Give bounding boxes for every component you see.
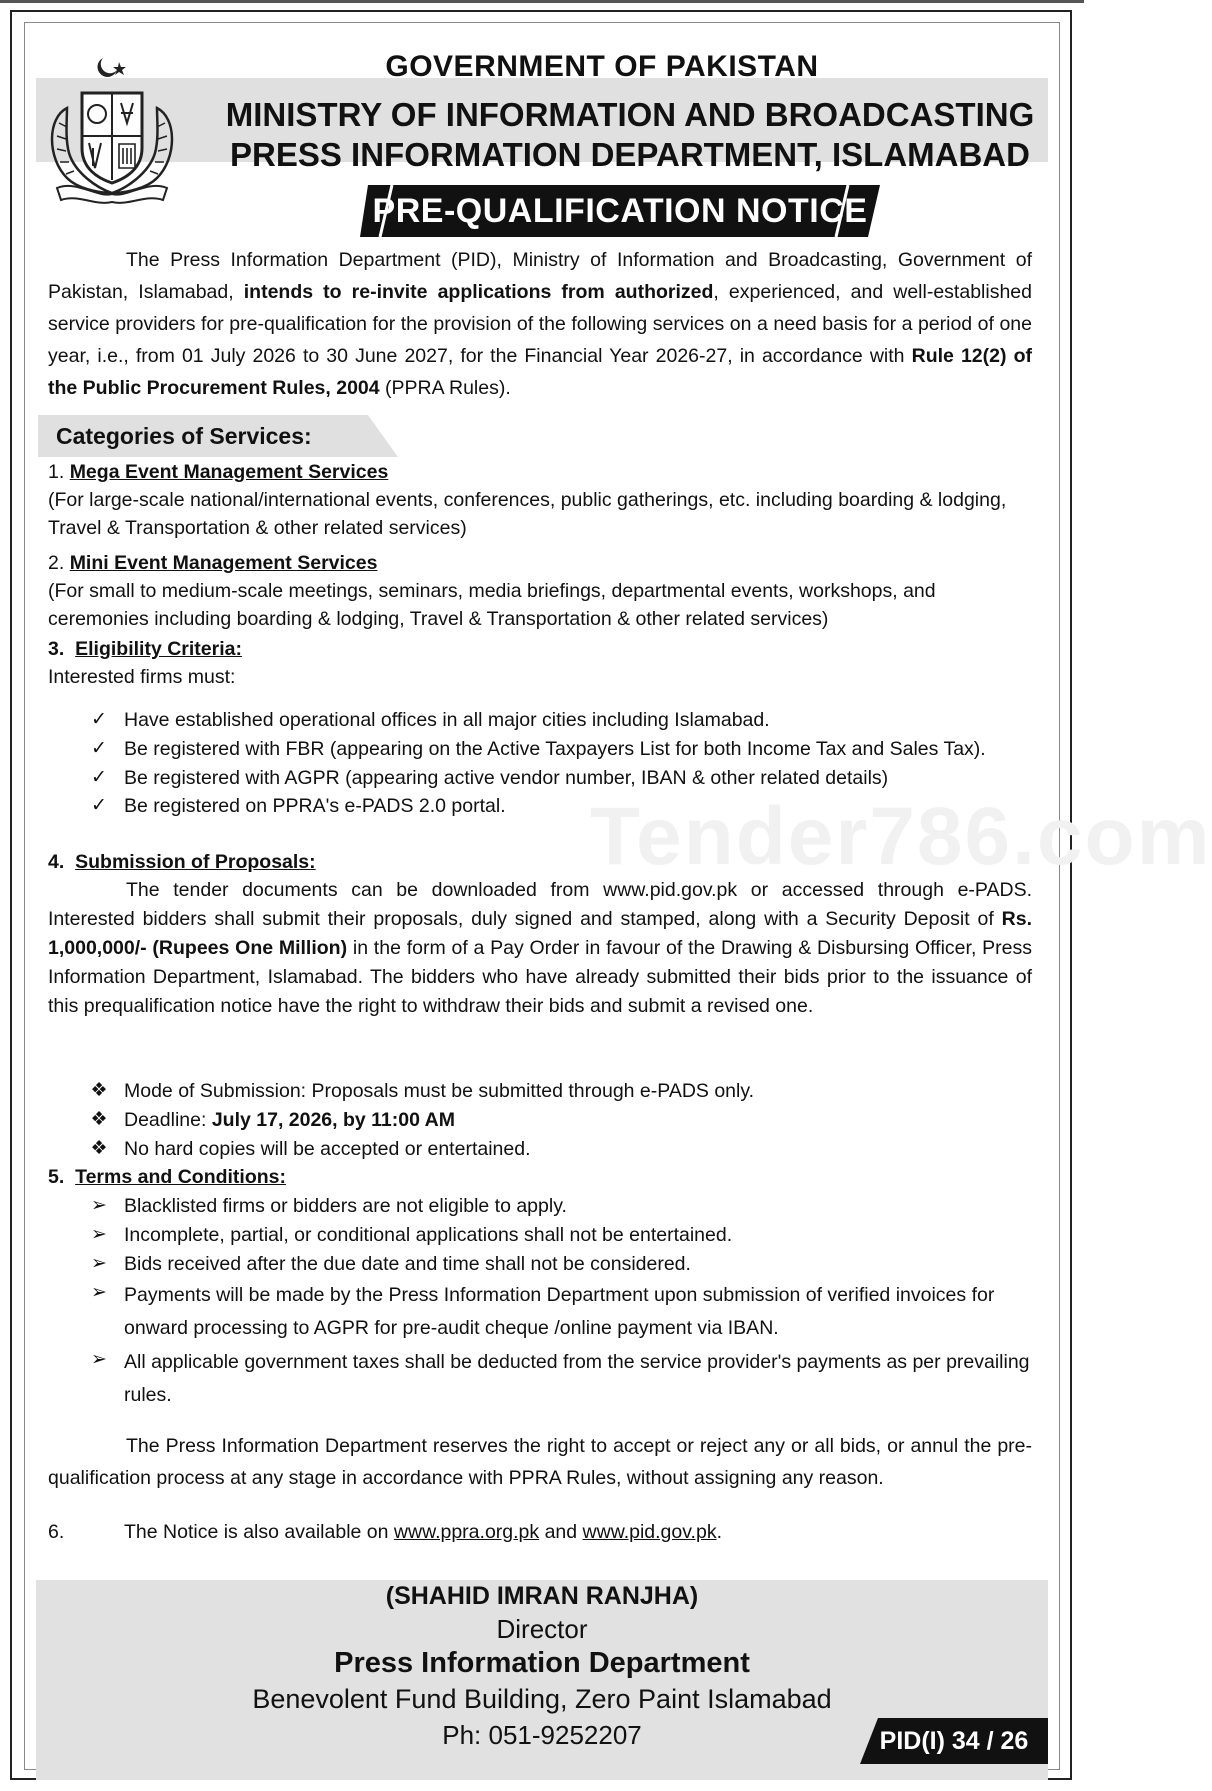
arrow-bullet-icon: ➢ bbox=[91, 1253, 107, 1274]
submission-number: 4. bbox=[48, 851, 65, 873]
terms-item: Blacklisted firms or bidders are not eligible to apply. bbox=[124, 1195, 567, 1217]
availability-number: 6. bbox=[48, 1521, 65, 1543]
pid-link[interactable]: www.pid.gov.pk bbox=[582, 1521, 717, 1543]
terms-title: Terms and Conditions: bbox=[75, 1166, 287, 1188]
signatory-designation: Director bbox=[496, 1614, 588, 1644]
availability-label: The Notice is also available on bbox=[124, 1521, 389, 1543]
department-address: Benevolent Fund Building, Zero Paint Islamabad bbox=[252, 1684, 832, 1714]
hard-copies-note: No hard copies will be accepted or entertained. bbox=[124, 1138, 531, 1160]
submission-title: Submission of Proposals: bbox=[75, 851, 316, 873]
department-phone: Ph: 051-9252207 bbox=[442, 1720, 642, 1750]
terms-item: Payments will be made by the Press Information Department upon submission of verified invoices for onward processing to AGPR for pre-audit cheque /online payment via IBAN. bbox=[124, 1284, 995, 1339]
submission-text-1: The tender documents can be downloaded from www.pid.gov.pk or accessed through e-PADS. Interested bidders shall submit their proposals, duly signed and stamped, along with a Security Deposit of bbox=[48, 879, 1032, 930]
eligibility-section bbox=[48, 635, 1032, 691]
eligibility-number: 3. bbox=[48, 638, 65, 660]
availability-text bbox=[124, 1518, 1034, 1546]
closing-paragraph: The Press Information Department reserves the right to accept or reject any or all bids, or annul the pre-qualification process at any stage in accordance with PPRA Rules, without assigning any reason. bbox=[48, 1435, 1032, 1489]
department-name: PRESS INFORMATION DEPARTMENT, ISLAMABAD bbox=[230, 136, 1030, 173]
category-2-number: 2. bbox=[48, 552, 65, 574]
intro-paragraph bbox=[48, 244, 1032, 404]
eligibility-intro: Interested firms must: bbox=[48, 666, 236, 688]
submission-heading bbox=[48, 848, 1032, 876]
ministry-title bbox=[220, 95, 1040, 175]
signatory-name: (SHAHID IMRAN RANJHA) bbox=[385, 1582, 699, 1610]
terms-item: Incomplete, partial, or conditional applications shall not be entertained. bbox=[124, 1224, 733, 1246]
ministry-name: MINISTRY OF INFORMATION AND BROADCASTING bbox=[225, 96, 1035, 133]
diamond-bullet-icon: ❖ bbox=[90, 1109, 108, 1130]
submission-paragraph bbox=[48, 876, 1032, 1021]
submission-text-2: in the form of a Pay Order in favour of the Drawing & Disbursing Officer, Press Information Department, Islamabad. The bidders who have already submitted their bids prior to the issuance of this prequalification notice have the right to withdraw their bids and submit a revised one. bbox=[48, 937, 1032, 1017]
terms-number: 5. bbox=[48, 1166, 65, 1188]
intro-text-2: , experienced, and well-established service providers for pre-qualification for the provision of the following services on a need basis for a period of one year, i.e., from 01 July 2026 to 30 June 2027, for the Financial Year 2026-27, in accordance with bbox=[48, 281, 1032, 367]
arrow-bullet-icon: ➢ bbox=[91, 1282, 107, 1303]
diamond-bullet-icon: ❖ bbox=[90, 1080, 108, 1101]
terms-item: Bids received after the due date and time shall not be considered. bbox=[124, 1253, 691, 1275]
arrow-bullet-icon: ➢ bbox=[91, 1224, 107, 1245]
ppra-link[interactable]: www.ppra.org.pk bbox=[393, 1521, 540, 1543]
check-icon: ✓ bbox=[91, 709, 107, 730]
category-2-title: Mini Event Management Services bbox=[69, 552, 378, 574]
eligibility-title: Eligibility Criteria: bbox=[75, 638, 242, 660]
check-icon: ✓ bbox=[91, 795, 107, 816]
submission-mode: Mode of Submission: Proposals must be submitted through e-PADS only. bbox=[124, 1080, 755, 1102]
intro-bold-1: intends to re-invite applications from authorized bbox=[243, 281, 714, 303]
category-1-description: (For large-scale national/international events, conferences, public gatherings, etc. including boarding & lodging, Travel & Transportation & other related services) bbox=[48, 489, 1007, 539]
submission-deadline bbox=[124, 1106, 1034, 1134]
terms-heading bbox=[48, 1163, 1032, 1191]
availability-and: and bbox=[544, 1521, 578, 1543]
category-2-description: (For small to medium-scale meetings, seminars, media briefings, departmental events, workshops, and ceremonies including boarding & lodging, Travel & Transportation & other related services) bbox=[48, 580, 936, 630]
signatory-department: Press Information Department bbox=[334, 1647, 750, 1679]
categories-heading: Categories of Services: bbox=[56, 423, 312, 449]
arrow-bullet-icon: ➢ bbox=[91, 1349, 107, 1370]
arrow-bullet-icon: ➢ bbox=[91, 1195, 107, 1216]
notice-title: PRE-QUALIFICATION NOTICE bbox=[372, 192, 868, 230]
category-1 bbox=[48, 458, 1032, 542]
category-1-title: Mega Event Management Services bbox=[69, 461, 389, 483]
eligibility-item: Be registered on PPRA's e-PADS 2.0 portal. bbox=[124, 795, 506, 817]
eligibility-item: Be registered with FBR (appearing on the Active Taxpayers List for both Income Tax and Sales Tax). bbox=[124, 738, 986, 760]
category-1-number: 1. bbox=[48, 461, 65, 483]
intro-text-1: The Press Information Department (PID), Ministry of Information and Broadcasting, Government of Pakistan, Islamabad, bbox=[48, 249, 1032, 303]
check-icon: ✓ bbox=[91, 767, 107, 788]
security-deposit-amount: Rs. 1,000,000/- (Rupees One Million) bbox=[48, 908, 1032, 959]
watermark: Tender786.com bbox=[590, 791, 1212, 882]
terms-item: All applicable government taxes shall be deducted from the service provider's payments as per prevailing rules. bbox=[124, 1351, 1030, 1406]
reference-number: PID(I) 34 / 26 bbox=[879, 1727, 1029, 1755]
eligibility-item: Have established operational offices in all major cities including Islamabad. bbox=[124, 709, 770, 731]
diamond-bullet-icon: ❖ bbox=[90, 1138, 108, 1159]
intro-bold-2: Rule 12(2) of the Public Procurement Rules, 2004 bbox=[48, 345, 1032, 399]
category-2 bbox=[48, 549, 1032, 633]
top-border-line bbox=[0, 0, 1084, 3]
government-title: GOVERNMENT OF PAKISTAN bbox=[385, 50, 819, 83]
intro-text-3: (PPRA Rules). bbox=[385, 377, 511, 399]
check-icon: ✓ bbox=[91, 738, 107, 759]
eligibility-item: Be registered with AGPR (appearing active vendor number, IBAN & other related details) bbox=[124, 767, 889, 789]
deadline-label: Deadline: bbox=[124, 1109, 207, 1131]
deadline-value: July 17, 2026, by 11:00 AM bbox=[211, 1109, 455, 1131]
availability-end: . bbox=[716, 1521, 722, 1543]
